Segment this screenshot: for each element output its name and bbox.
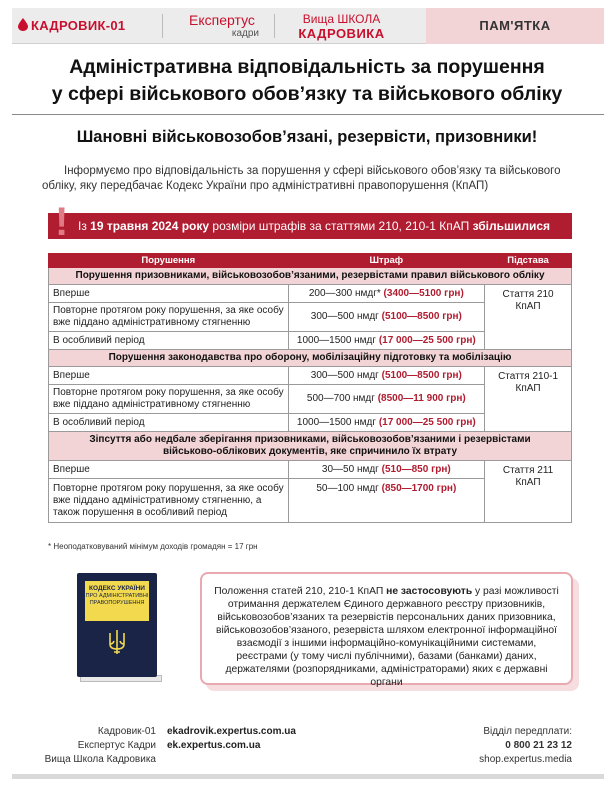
- section-row: [49, 350, 572, 367]
- fine-amount: (17 000—25 500 грн): [378, 334, 476, 346]
- violation-cell: Вперше: [49, 461, 289, 479]
- header-basis: Підстава: [485, 254, 572, 268]
- fine-amount: (5100—8500 грн): [381, 311, 462, 322]
- footer-subscription: [479, 725, 572, 767]
- fine-amount: (850—1700 грн): [381, 483, 457, 494]
- footer-links: [167, 725, 296, 753]
- section-title: Порушення законодавства про оборону, мобілізаційну підготовку та мобілізацію: [49, 350, 572, 367]
- fine-cell: [288, 461, 485, 479]
- book-title: КОДЕКС УКРАЇНИ: [89, 585, 145, 592]
- violation-cell: Повторне протягом року порушення, за яке особу вже піддано адміністративному стягненню: [49, 303, 289, 332]
- violation-cell: В особливий період: [49, 414, 289, 432]
- fine-cell: [288, 479, 485, 523]
- vshk-logo[interactable]: [284, 12, 399, 41]
- fine-nmdg: 1000—1500 нмдг: [296, 416, 379, 428]
- fine-nmdg: 300—500 нмдг: [310, 311, 382, 322]
- expertus-logo-sub: кадри: [231, 28, 259, 39]
- footnote: * Неоподатковуваний мінімум доходів громадян = 17 грн: [48, 542, 258, 551]
- fine-cell: [288, 385, 485, 414]
- footer-brands: [20, 725, 156, 767]
- vshk-logo-bottom: КАДРОВИКА: [298, 26, 385, 41]
- section-row: [49, 432, 572, 461]
- fine-amount: (5100—8500 грн): [381, 369, 462, 381]
- page-title-line1: Адміністративна відповідальність за порушення: [69, 56, 545, 78]
- notice-box: [200, 572, 573, 688]
- drop-icon: [18, 18, 28, 31]
- header-violation: Порушення: [49, 254, 289, 268]
- subscription-label: Відділ передплати:: [483, 726, 572, 737]
- subscription-phone[interactable]: 0 800 21 23 12: [505, 740, 572, 751]
- fine-cell: [288, 414, 485, 432]
- fine-amount: (3400—5100 грн): [383, 287, 464, 299]
- footer-link[interactable]: ek.expertus.com.ua: [167, 740, 261, 751]
- kadrovik-logo[interactable]: [18, 18, 125, 33]
- fine-nmdg: 200—300 нмдг*: [308, 287, 384, 299]
- violation-cell: Вперше: [49, 367, 289, 385]
- footer-brand: Вища Школа Кадровика: [44, 754, 156, 765]
- alert-date: 19 травня 2024 року: [90, 219, 210, 233]
- shop-link[interactable]: shop.expertus.media: [479, 754, 572, 765]
- greeting-heading: Шановні військовозобов’язані, резервісти, призовники!: [76, 128, 538, 146]
- section-row: [49, 268, 572, 285]
- intro-paragraph: Інформуємо про відповідальність за порушення у сфері військового обов’язку та військового обліку, яку передбачає Кодекс України про адміністративні правопорушення (КпАП): [42, 165, 561, 192]
- alert-pre: Із: [78, 219, 91, 233]
- header-divider: [274, 14, 275, 38]
- header-bar: [12, 8, 604, 44]
- basis-cell: Стаття 211 КпАП: [485, 461, 572, 523]
- header-fine: Штраф: [288, 254, 485, 268]
- memo-tag: ПАМ'ЯТКА: [426, 8, 604, 44]
- fine-cell: [288, 367, 485, 385]
- basis-cell: Стаття 210-1 КпАП: [485, 367, 572, 432]
- alert-mid: розміри штрафів за статтями 210, 210-1 КпАП: [209, 219, 473, 233]
- alert-end: збільшилися: [472, 219, 551, 233]
- footer-link[interactable]: ekadrovik.expertus.com.ua: [167, 726, 296, 737]
- page-title: [0, 54, 614, 108]
- table-row: [49, 285, 572, 303]
- section-title: Зіпсуття або недбале зберігання призовниками, військовозобов’язаними і резервістами військово-облікових документів, яке спричинило їх втрату: [49, 432, 572, 461]
- fine-cell: [288, 303, 485, 332]
- book-subtitle: ПРО АДМІНІСТРАТИВНІ ПРАВОПОРУШЕННЯ: [85, 593, 149, 606]
- notice-bold: не застосовують: [386, 586, 473, 597]
- fine-amount: (17 000—25 500 грн): [378, 416, 476, 428]
- fine-cell: [288, 285, 485, 303]
- expertus-logo-main: Експертус: [189, 12, 255, 28]
- notice-rest: у разі можливості отримання держателем Єдиного державного реєстру призовників, військовозобов’язаних та резервістів персональних даних призовника, військовозобов’язаного, резервіста шляхом електронної інформаційної взаємодії з іншими інформаційно-комунікаційними системами, реєстрами (у тому числі публічними), базами (банками) даних, держателями (розпорядниками, адміністраторами) яких є державні органи: [215, 586, 559, 688]
- fines-table: [48, 253, 572, 523]
- fine-nmdg: 1000—1500 нмдг: [296, 334, 379, 346]
- basis-cell: Стаття 210 КпАП: [485, 285, 572, 350]
- title-divider: [12, 114, 604, 115]
- fine-nmdg: 30—50 нмдг: [321, 463, 382, 475]
- footer-bar: [12, 774, 604, 779]
- book-label: [85, 581, 149, 621]
- exclamation-icon: !: [55, 200, 69, 244]
- table-row: [49, 461, 572, 479]
- alert-banner: [48, 213, 572, 239]
- violation-cell: Повторне протягом року порушення, за яке особу вже піддано адміністративному стягненню, а також порушення в особливий період: [49, 479, 289, 523]
- expertus-logo[interactable]: [177, 12, 267, 39]
- fine-amount: (8500—11 900 грн): [377, 393, 466, 404]
- fine-nmdg: 300—500 нмдг: [310, 369, 382, 381]
- notice-pre: Положення статей 210, 210-1 КпАП: [214, 586, 387, 597]
- violation-cell: Повторне протягом року порушення, за яке особу вже піддано адміністративному стягненню: [49, 385, 289, 414]
- violation-cell: Вперше: [49, 285, 289, 303]
- table-row: [49, 367, 572, 385]
- kadrovik-logo-text: КАДРОВИК-01: [31, 18, 126, 33]
- fine-nmdg: 500—700 нмдг: [306, 393, 378, 404]
- fine-amount: (510—850 грн): [381, 463, 451, 475]
- header-divider: [162, 14, 163, 38]
- violation-cell: В особливий період: [49, 332, 289, 350]
- fine-nmdg: 50—100 нмдг: [316, 483, 382, 494]
- section-title: Порушення призовниками, військовозобов’язаними, резервістами правил військового обліку: [49, 268, 572, 285]
- code-book-image: [77, 573, 163, 683]
- trident-icon: [107, 629, 127, 655]
- footer-brand: Експертус Кадри: [77, 740, 156, 751]
- footer-brand: Кадровик-01: [97, 726, 156, 737]
- fine-cell: [288, 332, 485, 350]
- vshk-logo-top: Вища ШКОЛА: [302, 12, 381, 26]
- page-title-line2: у сфері військового обов’язку та військового обліку: [51, 83, 563, 105]
- table-header-row: [49, 254, 572, 268]
